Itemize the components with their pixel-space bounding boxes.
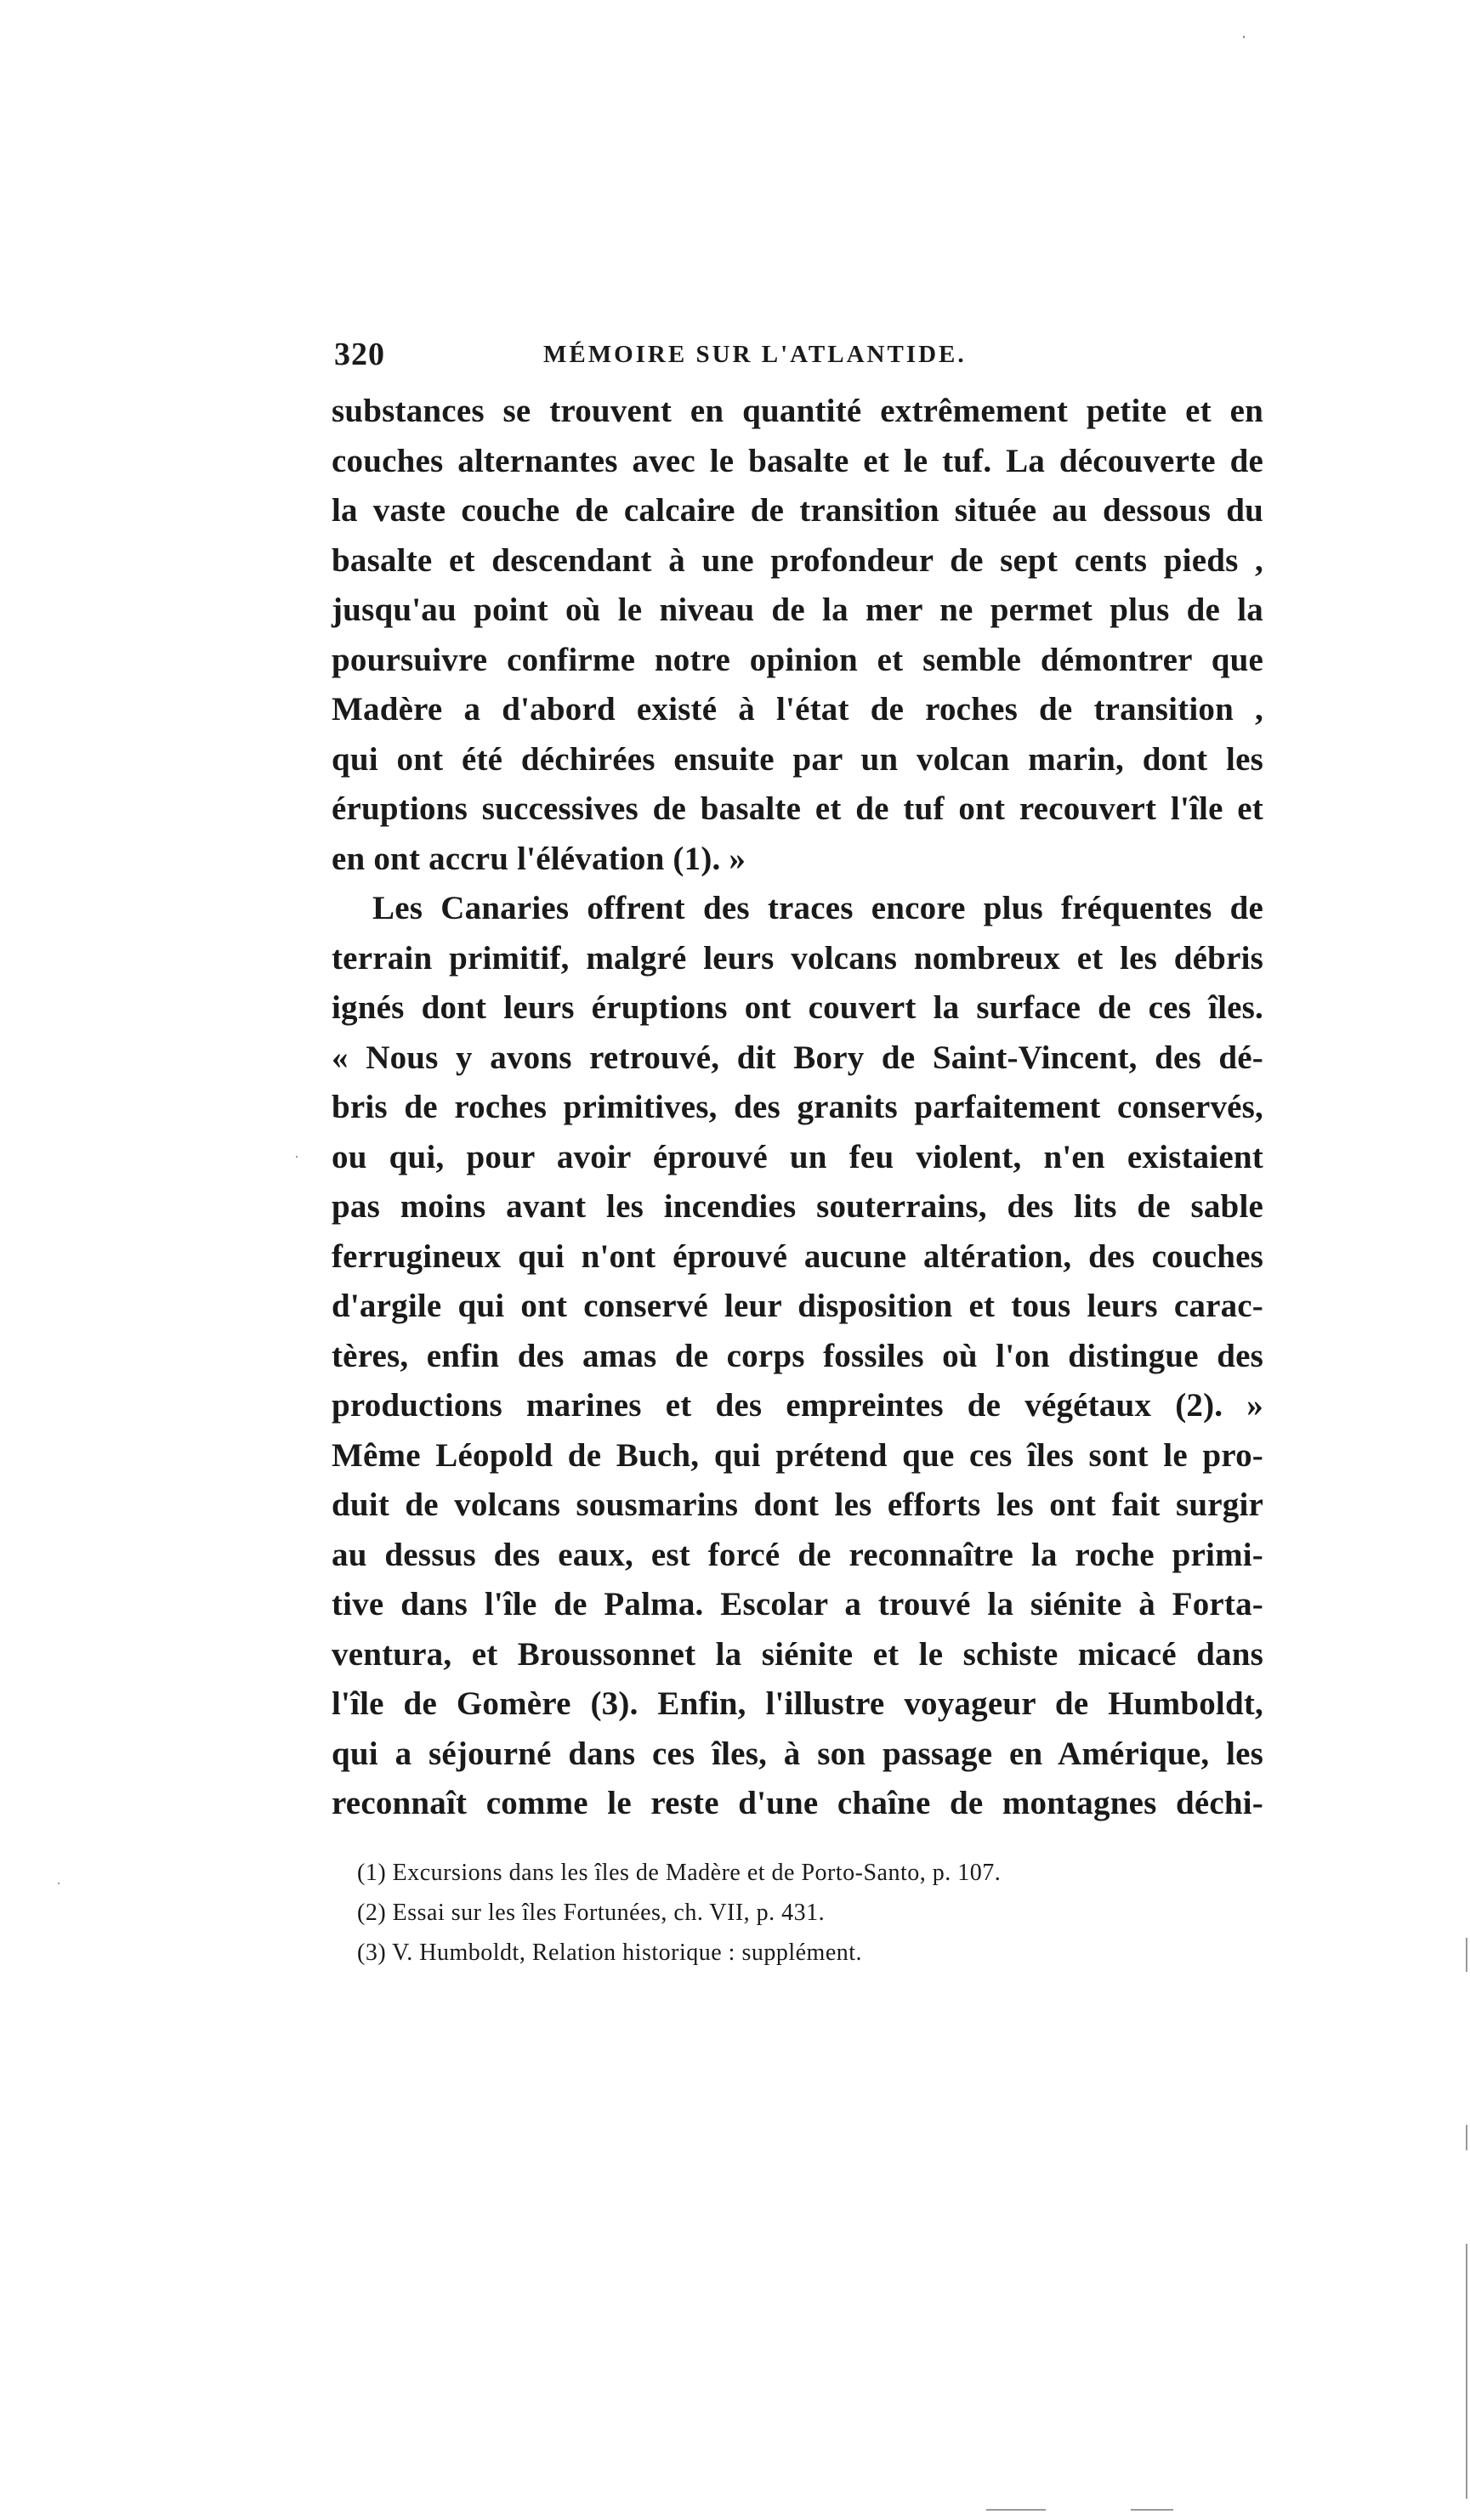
page-number: 320 <box>334 337 385 372</box>
text-line: poursuivre confirme notre opinion et semble démontrer que <box>332 641 1263 678</box>
scan-speck <box>986 2509 1046 2511</box>
text-line: productions marines et des empreintes de végétaux (2). » <box>332 1387 1263 1424</box>
footnotes <box>357 1853 1258 1973</box>
text-line: Madère a d'abord existé à l'état de roches de transition , <box>332 691 1263 728</box>
scan-speck <box>1466 1938 1467 1972</box>
text-line: ignés dont leurs éruptions ont couvert la surface de ces îles. <box>332 989 1263 1026</box>
scan-speck <box>1243 36 1245 38</box>
text-line: tive dans l'île de Palma. Escolar a trouvé la siénite à Forta- <box>332 1586 1263 1622</box>
text-line: la vaste couche de calcaire de transition située au dessous du <box>332 492 1263 529</box>
text-line: pas moins avant les incendies souterrains, des lits de sable <box>332 1188 1263 1225</box>
text-line: l'île de Gomère (3). Enfin, l'illustre voyageur de Humboldt, <box>332 1685 1263 1722</box>
text-line: en ont accru l'élévation (1). » <box>332 840 746 877</box>
page-header <box>334 336 1261 378</box>
scan-speck <box>58 1883 60 1884</box>
text-line: qui a séjourné dans ces îles, à son passage en Amérique, les <box>332 1735 1263 1772</box>
text-line: basalte et descendant à une profondeur de sept cents pieds , <box>332 541 1263 579</box>
body-text <box>332 387 1263 1829</box>
scan-speck <box>296 1156 298 1158</box>
text-line: qui ont été déchirées ensuite par un volcan marin, dont les <box>332 740 1263 778</box>
text-line: « Nous y avons retrouvé, dit Bory de Saint-Vincent, des dé- <box>332 1039 1263 1076</box>
text-line: éruptions successives de basalte et de tuf ont recouvert l'île et <box>332 790 1263 827</box>
scan-speck <box>1466 2244 1467 2499</box>
text-line: tères, enfin des amas de corps fossiles où l'on distingue des <box>332 1337 1263 1374</box>
text-line: au dessus des eaux, est forcé de reconnaître la roche primi- <box>332 1536 1263 1573</box>
text-line: jusqu'au point où le niveau de la mer ne permet plus de la <box>332 592 1263 628</box>
text-line: couches alternantes avec le basalte et le tuf. La découverte de <box>332 442 1263 479</box>
text-line: duit de volcans sousmarins dont les efforts les ont fait surgir <box>332 1487 1263 1523</box>
paragraph-start-line: Les Canaries offrent des traces encore plus fréquentes de <box>372 890 1263 926</box>
text-line: ferrugineux qui n'ont éprouvé aucune altération, des couches <box>332 1237 1263 1275</box>
running-title: MÉMOIRE SUR L'ATLANTIDE. <box>543 341 967 368</box>
text-line: ventura, et Broussonnet la siénite et le schiste micacé dans <box>332 1635 1263 1673</box>
text-line: reconnaît comme le reste d'une chaîne de montagnes déchi- <box>332 1785 1263 1821</box>
text-line: Même Léopold de Buch, qui prétend que ces îles sont le pro- <box>332 1436 1263 1474</box>
text-line: ou qui, pour avoir éprouvé un feu violent, n'en existaient <box>332 1138 1263 1175</box>
footnote-1: (1) Excursions dans les îles de Madère et de Porto-Santo, p. 107. <box>357 1860 1002 1886</box>
footnote-3: (3) V. Humboldt, Relation historique : supplément. <box>357 1940 863 1966</box>
text-line: d'argile qui ont conservé leur disposition et tous leurs carac- <box>332 1288 1263 1324</box>
text-line: substances se trouvent en quantité extrêmement petite et en <box>332 393 1263 429</box>
footnote-2: (2) Essai sur les îles Fortunées, ch. VII, p. 431. <box>357 1900 826 1926</box>
scan-speck <box>1466 2125 1467 2150</box>
text-line: bris de roches primitives, des granits parfaitement conservés, <box>332 1089 1263 1125</box>
scan-speck <box>1131 2509 1173 2511</box>
text-line: terrain primitif, malgré leurs volcans nombreux et les débris <box>332 939 1263 977</box>
